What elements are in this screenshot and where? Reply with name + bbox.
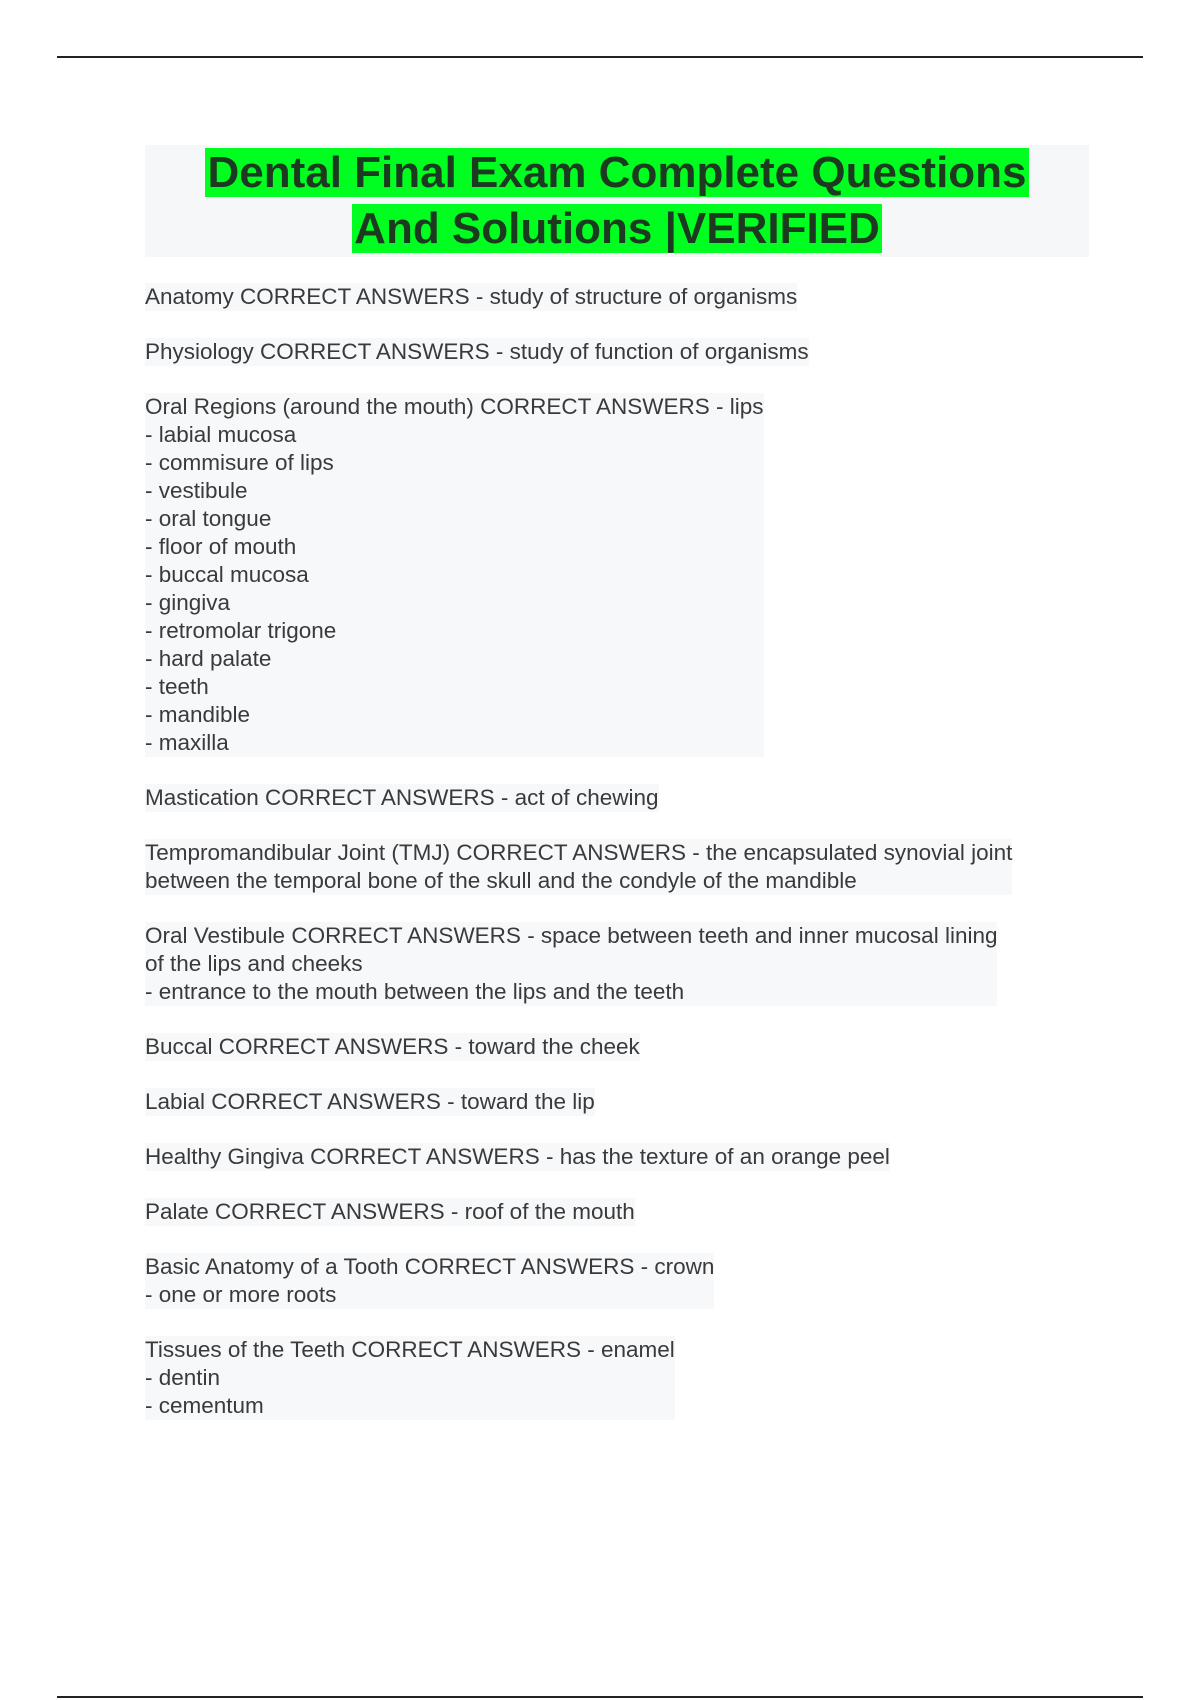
document-title <box>145 145 1089 257</box>
qa-question-line: Healthy Gingiva CORRECT ANSWERS - has the texture of an orange peel <box>145 1144 890 1169</box>
qa-question-line: Oral Vestibule CORRECT ANSWERS - space between teeth and inner mucosal lining <box>145 923 998 948</box>
qa-entry <box>145 283 1090 311</box>
qa-question-line: Anatomy CORRECT ANSWERS - study of structure of organisms <box>145 284 798 309</box>
qa-question-line: Physiology CORRECT ANSWERS - study of function of organisms <box>145 339 809 364</box>
qa-entry <box>145 1336 1090 1420</box>
qa-answer-line: - one or more roots <box>145 1282 337 1307</box>
qa-entry-block <box>145 1198 635 1226</box>
qa-entry-block <box>145 839 1012 895</box>
page-bottom-rule <box>57 1696 1143 1698</box>
qa-entry <box>145 1253 1090 1309</box>
qa-question-line: Tempromandibular Joint (TMJ) CORRECT ANSWERS - the encapsulated synovial joint <box>145 840 1013 865</box>
qa-entry <box>145 922 1090 1006</box>
qa-question-line: Labial CORRECT ANSWERS - toward the lip <box>145 1089 595 1114</box>
qa-answer-line: - teeth <box>145 674 209 699</box>
qa-entry <box>145 338 1090 366</box>
document-title-line-1: Dental Final Exam Complete Questions <box>207 148 1027 197</box>
qa-entry-block <box>145 784 659 812</box>
qa-entry-block <box>145 1088 595 1116</box>
qa-answer-line: - mandible <box>145 702 251 727</box>
qa-entry-block <box>145 283 797 311</box>
qa-question-line: Basic Anatomy of a Tooth CORRECT ANSWERS - crown <box>145 1254 715 1279</box>
qa-answer-line: - entrance to the mouth between the lips and the teeth <box>145 979 685 1004</box>
qa-question-line: Mastication CORRECT ANSWERS - act of chewing <box>145 785 659 810</box>
qa-question-line: Oral Regions (around the mouth) CORRECT ANSWERS - lips <box>145 394 764 419</box>
qa-entry-block <box>145 1253 714 1309</box>
qa-entry <box>145 1033 1090 1061</box>
qa-answer-line: - commisure of lips <box>145 450 334 475</box>
qa-answer-line: - maxilla <box>145 730 229 755</box>
qa-list <box>145 283 1090 1447</box>
qa-entry-block <box>145 922 997 1006</box>
qa-entry <box>145 1088 1090 1116</box>
document-title-line-2: And Solutions |VERIFIED <box>354 204 880 253</box>
qa-answer-line: between the temporal bone of the skull and the condyle of the mandible <box>145 868 857 893</box>
qa-answer-line: - floor of mouth <box>145 534 297 559</box>
qa-question-line: Palate CORRECT ANSWERS - roof of the mouth <box>145 1199 635 1224</box>
qa-entry-block <box>145 338 809 366</box>
qa-entry <box>145 839 1090 895</box>
qa-entry-block <box>145 1336 675 1420</box>
qa-entry-block <box>145 1033 640 1061</box>
qa-answer-line: - gingiva <box>145 590 231 615</box>
qa-answer-line: - dentin <box>145 1365 221 1390</box>
qa-entry <box>145 784 1090 812</box>
qa-answer-line: - vestibule <box>145 478 248 503</box>
qa-answer-line: - buccal mucosa <box>145 562 309 587</box>
qa-answer-line: of the lips and cheeks <box>145 951 363 976</box>
qa-question-line: Buccal CORRECT ANSWERS - toward the cheek <box>145 1034 640 1059</box>
qa-answer-line: - cementum <box>145 1393 264 1418</box>
qa-question-line: Tissues of the Teeth CORRECT ANSWERS - enamel <box>145 1337 675 1362</box>
qa-answer-line: - retromolar trigone <box>145 618 337 643</box>
qa-answer-line: - labial mucosa <box>145 422 297 447</box>
qa-entry-block <box>145 393 764 757</box>
page-top-rule <box>57 56 1143 58</box>
qa-answer-line: - hard palate <box>145 646 272 671</box>
qa-answer-line: - oral tongue <box>145 506 272 531</box>
qa-entry <box>145 393 1090 757</box>
qa-entry-block <box>145 1143 890 1171</box>
qa-entry <box>145 1143 1090 1171</box>
qa-entry <box>145 1198 1090 1226</box>
